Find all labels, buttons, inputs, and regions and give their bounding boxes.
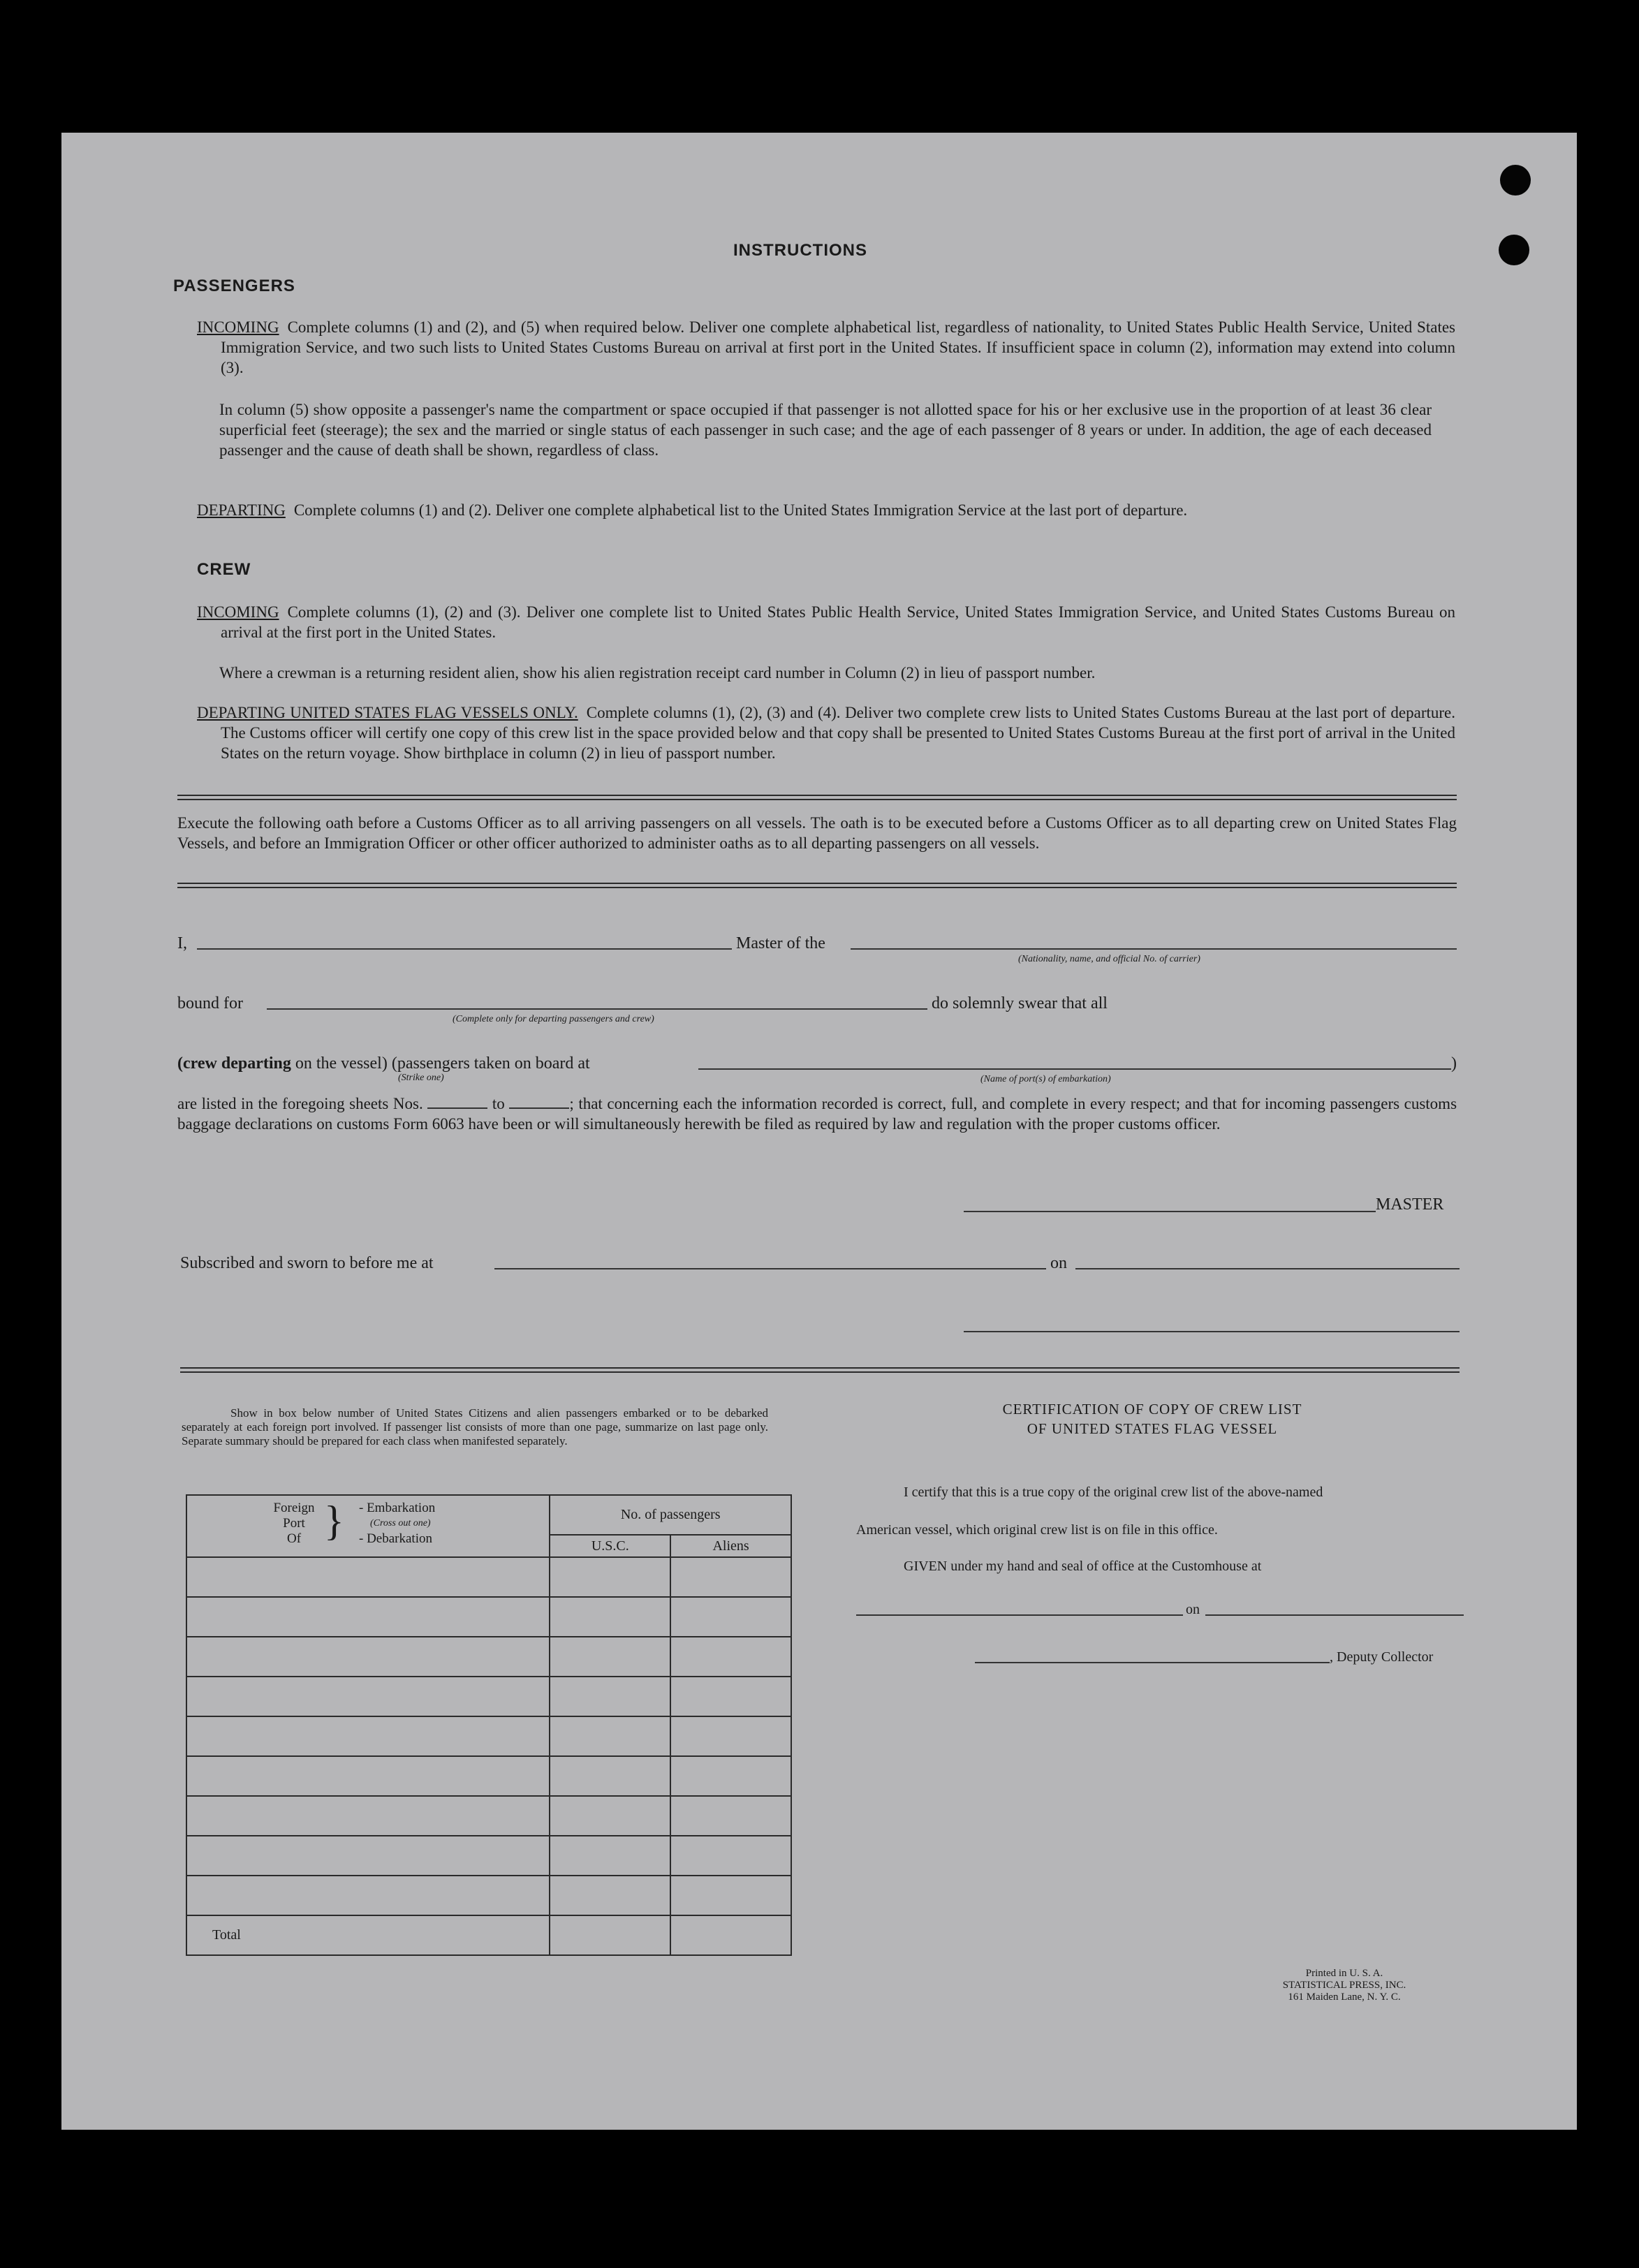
- section-divider-1: [177, 795, 1457, 800]
- customhouse-field[interactable]: [856, 1614, 1183, 1616]
- passengers-departing-paragraph: [197, 500, 1455, 520]
- ports-summary-table: [186, 1494, 792, 1956]
- usc-total-cell[interactable]: [550, 1915, 670, 1955]
- printer-line2: STATISTICAL PRESS, INC.: [1282, 1980, 1406, 1991]
- crew-incoming-paragraph: [197, 602, 1455, 642]
- passengers-departing-lead: DEPARTING: [197, 501, 286, 519]
- total-label: Total: [186, 1915, 550, 1955]
- crew-departing-paragraph: [197, 702, 1455, 763]
- port-cell[interactable]: [186, 1597, 550, 1637]
- table-row[interactable]: [186, 1716, 791, 1756]
- officer-signature-field[interactable]: [964, 1331, 1460, 1332]
- port-cell[interactable]: [186, 1756, 550, 1796]
- port-cell[interactable]: [186, 1796, 550, 1836]
- table-row[interactable]: [186, 1796, 791, 1836]
- oath-on-vessel-label: on the vessel) (passengers taken on board at: [295, 1054, 590, 1073]
- aliens-cell[interactable]: [670, 1836, 791, 1876]
- ports-caption: (Name of port(s) of embarkation): [980, 1074, 1111, 1084]
- section-divider-3: [180, 1367, 1460, 1373]
- certification-heading-line2: OF UNITED STATES FLAG VESSEL: [1027, 1420, 1278, 1437]
- no-passengers-header: No. of passengers: [550, 1495, 791, 1535]
- carrier-field[interactable]: [851, 948, 1457, 950]
- oath-close-paren: ): [1451, 1054, 1457, 1073]
- crew-departing-lead: DEPARTING UNITED STATES FLAG VESSELS ONLY.: [197, 704, 578, 721]
- sworn-date-field[interactable]: [1075, 1268, 1460, 1269]
- usc-cell[interactable]: [550, 1756, 670, 1796]
- master-signature-field[interactable]: [964, 1211, 1376, 1212]
- passengers-heading: PASSENGERS: [173, 277, 295, 295]
- passengers-incoming-text: Complete columns (1) and (2), and (5) when required below. Deliver one complete alphabetical list, regardless of nationality, to United States Public Health Service, United States Immigration Service, and two such lists to United States Customs Bureau on arrival at first port in the United States. If insufficient space in column (2), information may extend into column (3).: [221, 318, 1455, 376]
- vessel-text: American vessel, which original crew list is on file in this office.: [856, 1522, 1218, 1538]
- foreign-label: Foreign: [273, 1500, 315, 1515]
- sworn-on-label: on: [1050, 1254, 1067, 1272]
- oath-listed-paragraph: [177, 1094, 1457, 1134]
- sheets-to-field[interactable]: [509, 1107, 569, 1109]
- port-cell[interactable]: [186, 1637, 550, 1677]
- cross-out-label: (Cross out one): [370, 1517, 431, 1529]
- bound-for-field[interactable]: [267, 1008, 927, 1010]
- oath-listed-to: to: [492, 1095, 505, 1112]
- port-header-cell: Foreign Port Of } - Embarkation (Cross out one) - Debarkation: [186, 1495, 550, 1557]
- passengers-incoming-lead: INCOMING: [197, 318, 279, 336]
- table-row[interactable]: [186, 1677, 791, 1716]
- printer-imprint: [1229, 1968, 1460, 2003]
- page-title: INSTRUCTIONS: [733, 241, 867, 260]
- crew-incoming-lead: INCOMING: [197, 603, 279, 621]
- crew-heading: CREW: [197, 560, 251, 579]
- certification-heading: [880, 1399, 1425, 1438]
- aliens-cell[interactable]: [670, 1716, 791, 1756]
- passengers-column5-paragraph: In column (5) show opposite a passenger's name the compartment or space occupied if that passenger is not allotted space for his or her exclusive use in the proportion of at least 36 clear superficial feet (steerage); the sex and the married or single status of each passenger in such case; and the age of each passenger of 8 years or under. In addition, the age of each deceased passenger and the cause of death shall be shown, regardless of class.: [219, 401, 1432, 459]
- usc-cell[interactable]: [550, 1796, 670, 1836]
- usc-cell[interactable]: [550, 1597, 670, 1637]
- aliens-cell[interactable]: [670, 1597, 791, 1637]
- oath-bound-for-label: bound for: [177, 994, 243, 1012]
- sheets-from-field[interactable]: [427, 1107, 487, 1109]
- oath-i-label: I,: [177, 934, 187, 952]
- deputy-signature-field[interactable]: [975, 1662, 1330, 1663]
- certification-date-field[interactable]: [1205, 1614, 1464, 1616]
- table-row[interactable]: [186, 1756, 791, 1796]
- aliens-cell[interactable]: [670, 1677, 791, 1716]
- strike-caption: (Strike one): [398, 1073, 444, 1083]
- bound-for-caption: (Complete only for departing passengers and crew): [453, 1014, 654, 1024]
- master-label: MASTER: [1376, 1195, 1444, 1214]
- aliens-cell[interactable]: [670, 1796, 791, 1836]
- aliens-cell[interactable]: [670, 1557, 791, 1597]
- oath-execute-paragraph: Execute the following oath before a Customs Officer as to all arriving passengers on all vessels. The oath is to be executed before a Customs Officer as to all departing crew on United States Flag Vessels, and before an Immigration Officer or other officer authorized to administer oaths as to all departing passengers on all vessels.: [177, 814, 1457, 852]
- oath-swear-label: do solemnly swear that all: [932, 994, 1108, 1012]
- table-row[interactable]: [186, 1836, 791, 1876]
- usc-cell[interactable]: [550, 1557, 670, 1597]
- crew-departing-text: Complete columns (1), (2), (3) and (4). Deliver two complete crew lists to United States Customs Bureau at the last port of departure. The Customs officer will certify one copy of this crew list in the space provided below and that copy shall be presented to United States Customs Bureau at the first port of arrival in the United States on the return voyage. Show birthplace in column (2) in lieu of passport number.: [221, 704, 1455, 762]
- crew-resident-paragraph: Where a crewman is a returning resident alien, show his alien registration receipt card number in Column (2) in lieu of passport number.: [219, 664, 1096, 682]
- passengers-incoming-paragraph: [197, 317, 1455, 378]
- aliens-cell[interactable]: [670, 1876, 791, 1915]
- table-row[interactable]: [186, 1876, 791, 1915]
- usc-cell[interactable]: [550, 1677, 670, 1716]
- aliens-cell[interactable]: [670, 1756, 791, 1796]
- oath-listed-text-a: are listed in the foregoing sheets Nos.: [177, 1095, 423, 1112]
- oath-listed-text-b: ; that concerning each the information recorded is correct, full, and complete in every respect; and that for incoming passengers customs baggage declarations on customs Form 6063 have been or will simultaneously herewith be filed as required by law and regulation with the proper customs officer.: [177, 1095, 1457, 1133]
- oath-master-of-label: Master of the: [736, 934, 825, 952]
- embarkation-label: - Embarkation: [359, 1500, 436, 1515]
- port-cell[interactable]: [186, 1836, 550, 1876]
- certify-text: I certify that this is a true copy of the original crew list of the above-named: [904, 1485, 1323, 1500]
- crew-incoming-text: Complete columns (1), (2) and (3). Deliver one complete list to United States Public Health Service, United States Immigration Service, and United States Customs Bureau on arrival at the first port in the United States.: [221, 603, 1455, 641]
- printer-line1: Printed in U. S. A.: [1305, 1968, 1383, 1979]
- aliens-cell[interactable]: [670, 1637, 791, 1677]
- section-divider-2: [177, 883, 1457, 888]
- port-cell[interactable]: [186, 1716, 550, 1756]
- certification-on-label: on: [1186, 1602, 1200, 1617]
- oath-crew-departing-line: [177, 1054, 590, 1073]
- ports-embarkation-field[interactable]: [698, 1068, 1451, 1070]
- printer-line3: 161 Maiden Lane, N. Y. C.: [1288, 1991, 1401, 2003]
- table-row[interactable]: [186, 1557, 791, 1597]
- usc-cell[interactable]: [550, 1836, 670, 1876]
- oath-crew-departing-label: (crew departing: [177, 1054, 291, 1073]
- port-label: Port: [283, 1515, 305, 1531]
- punch-hole-top: [1500, 165, 1531, 196]
- table-total-row[interactable]: [186, 1915, 791, 1955]
- debarkation-label: - Debarkation: [359, 1531, 432, 1546]
- usc-cell[interactable]: [550, 1876, 670, 1915]
- punch-hole-bottom: [1499, 235, 1529, 265]
- carrier-caption: (Nationality, name, and official No. of carrier): [1018, 954, 1200, 964]
- port-cell[interactable]: [186, 1876, 550, 1915]
- deputy-collector-label: , Deputy Collector: [1330, 1649, 1434, 1665]
- table-row[interactable]: [186, 1597, 791, 1637]
- table-row[interactable]: [186, 1637, 791, 1677]
- subscribed-label: Subscribed and sworn to before me at: [180, 1254, 434, 1272]
- usc-cell[interactable]: [550, 1716, 670, 1756]
- usc-header: U.S.C.: [550, 1535, 670, 1557]
- port-cell[interactable]: [186, 1557, 550, 1597]
- summary-instruction: Show in box below number of United States Citizens and alien passengers embarked or to be debarked separately at each foreign port involved. If passenger list consists of more than one page, summarize on last page only. Separate summary should be prepared for each class when manifested separately.: [182, 1406, 768, 1448]
- master-name-field[interactable]: [197, 948, 732, 950]
- passengers-departing-text: Complete columns (1) and (2). Deliver one complete alphabetical list to the United States Immigration Service at the last port of departure.: [293, 501, 1188, 519]
- aliens-total-cell[interactable]: [670, 1915, 791, 1955]
- sworn-place-field[interactable]: [494, 1268, 1046, 1269]
- port-cell[interactable]: [186, 1677, 550, 1716]
- certification-heading-line1: CERTIFICATION OF COPY OF CREW LIST: [1002, 1401, 1302, 1418]
- of-label: Of: [286, 1531, 302, 1546]
- given-text: GIVEN under my hand and seal of office at the Customhouse at: [904, 1559, 1262, 1574]
- usc-cell[interactable]: [550, 1637, 670, 1677]
- aliens-header: Aliens: [670, 1535, 791, 1557]
